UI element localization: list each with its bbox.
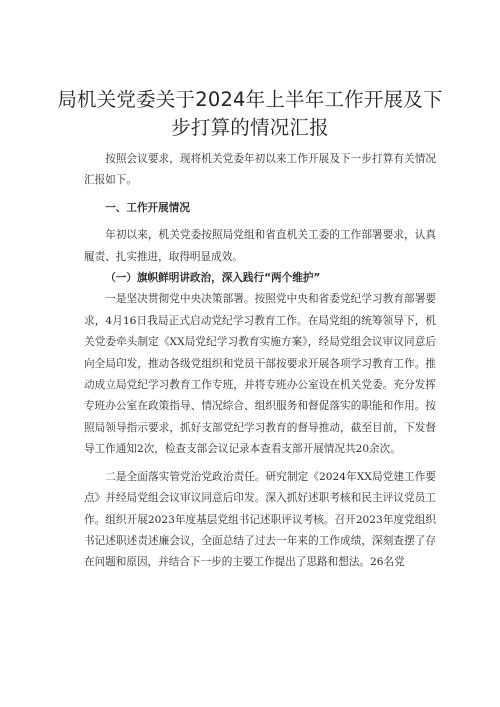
body-paragraph-1: 一是坚决贯彻党中央决策部署。按照党中央和省委党纪学习教育部署要求，4月16日我局正式启动党纪学习教育工作。在局党组的统筹领导下，机关党委牵头制定《XX局党纪学习教育实施方案》，经局党组会议审议同意后向全局印发，推动各级党组织和党员干部按要求开展各项学习教育工作。推动成立局党纪学习教育工作专班，并将专班办公室设在机关党委。充分发挥专班办公室在政策指导、情况综合、组织服务和督促落实的职能和作用。按照局领导指示要求，抓好支部党纪学习教育的督导推动，截至目前，下发督导工作通知2次，检查支部会议记录本查看支部开展情况共20余次。 [84, 293, 436, 456]
title-line-2: 步打算的情况汇报 [171, 116, 329, 139]
document-title [40, 86, 460, 142]
document-body [84, 149, 436, 574]
body-paragraph-2: 二是全面落实管党治党政治责任。研究制定《2024年XX局党建工作要点》并经局党组会议审议同意后印发。深入抓好述职考核和民主评议党员工作。组织开展2023年度基层党组书记述职评议考核。召开2023年度党组织书记述职述责述廉会议，全面总结了过去一年来的工作成绩，深刻查摆了存在问题和原因，并结合下一步的主要工作提出了思路和想法。26名党 [84, 470, 436, 569]
title-line-1: 局机关党委关于2024年上半年工作开展及下 [57, 88, 443, 111]
subsection-heading: （一）旗帜鲜明讲政治，深入践行“两个维护” [105, 272, 321, 285]
intro-paragraph: 按照会议要求，现将机关党委年初以来工作开展及下一步打算有关情况汇报如下。 [84, 153, 436, 187]
section-intro-paragraph: 年初以来，机关党委按照局党组和省直机关工委的工作部署要求，认真履责、扎实推进，取得明显成效。 [84, 229, 436, 263]
section-heading: 一、工作开展情况 [105, 201, 190, 214]
